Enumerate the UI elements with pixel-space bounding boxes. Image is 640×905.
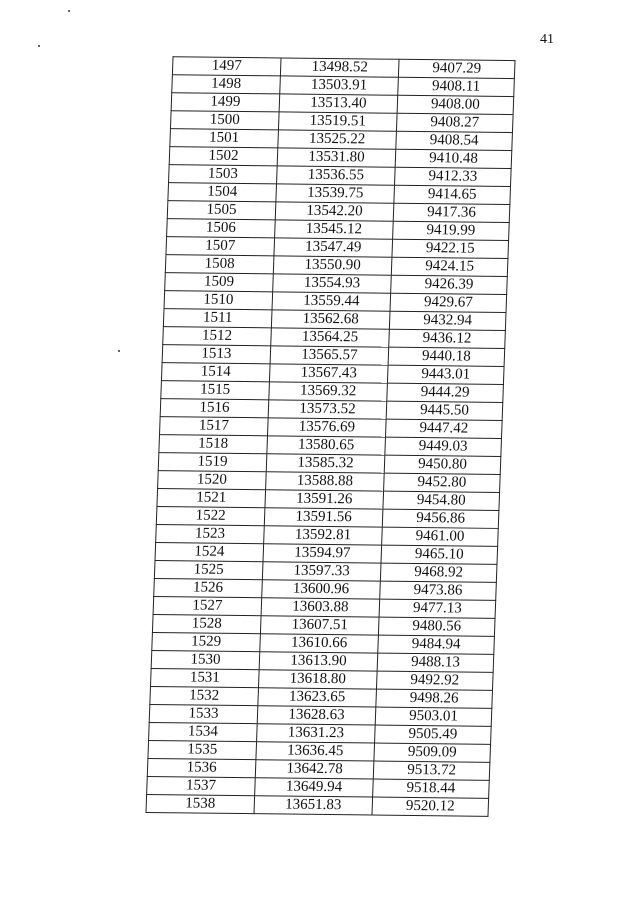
row-index-cell: 1506 [167, 219, 276, 238]
row-index-cell: 1518 [159, 435, 268, 454]
row-index-cell: 1528 [152, 615, 261, 634]
row-index-cell: 1532 [150, 686, 259, 705]
value-b-cell: 9505.49 [375, 725, 492, 744]
value-a-cell: 13636.45 [256, 742, 375, 761]
value-b-cell: 9518.44 [373, 779, 490, 798]
value-a-cell: 13513.40 [279, 94, 398, 113]
row-index-cell: 1517 [160, 417, 269, 436]
value-b-cell: 9432.94 [389, 311, 506, 330]
row-index-cell: 1523 [156, 525, 265, 544]
row-index-cell: 1513 [162, 345, 271, 364]
row-index-cell: 1537 [147, 776, 256, 795]
value-b-cell: 9429.67 [390, 293, 507, 312]
value-a-cell: 13554.93 [273, 274, 392, 293]
row-index-cell: 1508 [165, 255, 274, 274]
row-index-cell: 1498 [172, 75, 281, 94]
row-index-cell: 1500 [170, 111, 279, 130]
row-index-cell: 1515 [161, 381, 270, 400]
value-b-cell: 9488.13 [377, 653, 494, 672]
data-table-container [145, 56, 511, 817]
row-index-cell: 1524 [155, 543, 264, 562]
value-b-cell: 9419.99 [393, 221, 510, 240]
value-a-cell: 13588.88 [266, 472, 385, 491]
value-a-cell: 13531.80 [277, 148, 396, 167]
row-index-cell: 1530 [151, 651, 260, 670]
value-a-cell: 13503.91 [280, 76, 399, 95]
value-b-cell: 9426.39 [391, 275, 508, 294]
value-a-cell: 13597.33 [262, 562, 381, 581]
value-b-cell: 9468.92 [380, 563, 497, 582]
value-a-cell: 13603.88 [261, 598, 380, 617]
row-index-cell: 1514 [161, 363, 270, 382]
value-a-cell: 13613.90 [259, 652, 378, 671]
value-b-cell: 9454.80 [383, 491, 500, 510]
row-index-cell: 1534 [149, 722, 258, 741]
scan-speck [68, 10, 70, 12]
value-a-cell: 13569.32 [269, 382, 388, 401]
row-index-cell: 1497 [172, 57, 281, 76]
value-a-cell: 13565.57 [270, 346, 389, 365]
value-b-cell: 9452.80 [384, 473, 501, 492]
value-b-cell: 9465.10 [381, 545, 498, 564]
value-b-cell: 9461.00 [382, 527, 499, 546]
value-b-cell: 9480.56 [378, 617, 495, 636]
row-index-cell: 1511 [163, 309, 272, 328]
value-b-cell: 9443.01 [387, 365, 504, 384]
row-index-cell: 1533 [149, 704, 258, 723]
value-b-cell: 9410.48 [395, 149, 512, 168]
value-a-cell: 13580.65 [267, 436, 386, 455]
value-b-cell: 9513.72 [373, 761, 490, 780]
value-b-cell: 9449.03 [385, 437, 502, 456]
value-b-cell: 9477.13 [379, 599, 496, 618]
value-b-cell: 9445.50 [386, 401, 503, 420]
value-b-cell: 9408.54 [396, 131, 513, 150]
value-a-cell: 13550.90 [273, 256, 392, 275]
row-index-cell: 1502 [169, 147, 278, 166]
value-b-cell: 9407.29 [398, 59, 515, 78]
row-index-cell: 1526 [154, 579, 263, 598]
value-a-cell: 13591.56 [264, 508, 383, 527]
row-index-cell: 1531 [150, 669, 259, 688]
value-a-cell: 13542.20 [275, 202, 394, 221]
value-b-cell: 9414.65 [394, 185, 511, 204]
value-b-cell: 9412.33 [395, 167, 512, 186]
value-b-cell: 9444.29 [387, 383, 504, 402]
value-a-cell: 13592.81 [264, 526, 383, 545]
value-a-cell: 13498.52 [280, 58, 399, 77]
row-index-cell: 1504 [168, 183, 277, 202]
row-index-cell: 1519 [158, 453, 267, 472]
scan-speck [38, 45, 40, 47]
row-index-cell: 1538 [146, 794, 255, 813]
value-a-cell: 13642.78 [255, 760, 374, 779]
value-a-cell: 13600.96 [262, 580, 381, 599]
row-index-cell: 1510 [164, 291, 273, 310]
value-b-cell: 9436.12 [389, 329, 506, 348]
row-index-cell: 1509 [165, 273, 274, 292]
row-index-cell: 1503 [169, 165, 278, 184]
value-b-cell: 9422.15 [392, 239, 509, 258]
value-a-cell: 13618.80 [258, 670, 377, 689]
value-a-cell: 13562.68 [271, 310, 390, 329]
value-b-cell: 9484.94 [378, 635, 495, 654]
value-a-cell: 13610.66 [260, 634, 379, 653]
value-a-cell: 13649.94 [255, 778, 374, 797]
row-index-cell: 1512 [163, 327, 272, 346]
row-index-cell: 1516 [160, 399, 269, 418]
value-a-cell: 13545.12 [275, 220, 394, 239]
value-b-cell: 9450.80 [384, 455, 501, 474]
value-b-cell: 9408.11 [398, 77, 515, 96]
value-a-cell: 13651.83 [254, 796, 373, 815]
value-a-cell: 13623.65 [258, 688, 377, 707]
value-a-cell: 13585.32 [266, 454, 385, 473]
value-a-cell: 13591.26 [265, 490, 384, 509]
row-index-cell: 1525 [154, 561, 263, 580]
value-b-cell: 9492.92 [376, 671, 493, 690]
row-index-cell: 1536 [147, 758, 256, 777]
value-b-cell: 9417.36 [393, 203, 510, 222]
row-index-cell: 1521 [157, 489, 266, 508]
value-a-cell: 13564.25 [271, 328, 390, 347]
row-index-cell: 1535 [148, 740, 257, 759]
value-a-cell: 13559.44 [272, 292, 391, 311]
value-b-cell: 9456.86 [382, 509, 499, 528]
value-a-cell: 13536.55 [277, 166, 396, 185]
value-b-cell: 9408.00 [397, 95, 514, 114]
value-a-cell: 13576.69 [268, 418, 387, 437]
row-index-cell: 1501 [170, 129, 279, 148]
value-b-cell: 9440.18 [388, 347, 505, 366]
value-b-cell: 9520.12 [372, 797, 489, 816]
value-a-cell: 13519.51 [278, 112, 397, 131]
value-b-cell: 9447.42 [385, 419, 502, 438]
value-b-cell: 9498.26 [376, 689, 493, 708]
page-number: 41 [540, 32, 554, 47]
row-index-cell: 1520 [158, 471, 267, 490]
value-b-cell: 9509.09 [374, 743, 491, 762]
value-a-cell: 13567.43 [269, 364, 388, 383]
row-index-cell: 1507 [166, 237, 275, 256]
value-a-cell: 13573.52 [268, 400, 387, 419]
value-b-cell: 9473.86 [380, 581, 497, 600]
value-a-cell: 13631.23 [257, 724, 376, 743]
data-table [145, 56, 515, 817]
value-b-cell: 9503.01 [375, 707, 492, 726]
row-index-cell: 1522 [156, 507, 265, 526]
value-b-cell: 9424.15 [391, 257, 508, 276]
value-b-cell: 9408.27 [396, 113, 513, 132]
row-index-cell: 1505 [167, 201, 276, 220]
value-a-cell: 13594.97 [263, 544, 382, 563]
value-a-cell: 13628.63 [257, 706, 376, 725]
value-a-cell: 13607.51 [260, 616, 379, 635]
value-a-cell: 13547.49 [274, 238, 393, 257]
row-index-cell: 1527 [153, 597, 262, 616]
value-a-cell: 13525.22 [278, 130, 397, 149]
row-index-cell: 1499 [171, 93, 280, 112]
row-index-cell: 1529 [152, 633, 261, 652]
scan-speck [118, 350, 120, 352]
table-row [146, 794, 489, 816]
value-a-cell: 13539.75 [276, 184, 395, 203]
